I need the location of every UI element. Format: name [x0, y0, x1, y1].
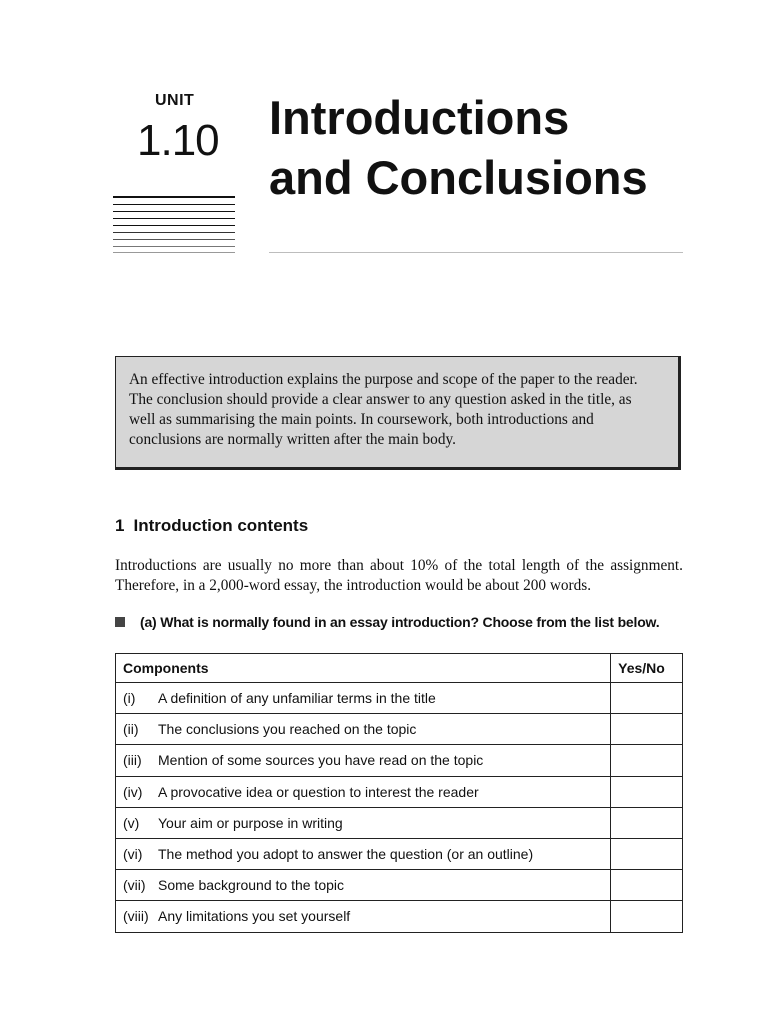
- roman-numeral: (viii): [123, 908, 149, 925]
- answer-cell[interactable]: [611, 683, 683, 714]
- roman-numeral: (vii): [123, 877, 146, 894]
- component-text: Any limitations you set yourself: [158, 908, 351, 925]
- answer-cell[interactable]: [611, 870, 683, 901]
- unit-number: 1.10: [137, 116, 219, 165]
- component-cell: [116, 807, 611, 838]
- decorative-stripe: [113, 246, 235, 247]
- decorative-stripe: [113, 211, 235, 212]
- yes-no-header: Yes/No: [611, 654, 683, 683]
- roman-numeral: (ii): [123, 721, 139, 738]
- answer-cell[interactable]: [611, 901, 683, 932]
- components-table: [115, 653, 683, 933]
- title-line-1: Introductions: [269, 91, 570, 144]
- section-title: Introduction contents: [133, 516, 309, 535]
- component-text: A provocative idea or question to interest the reader: [158, 783, 479, 800]
- decorative-stripe: [113, 196, 235, 198]
- decorative-stripe: [113, 218, 235, 219]
- summary-line: conclusions are normally written after the main body.: [129, 431, 456, 448]
- roman-numeral: (vi): [123, 846, 143, 863]
- answer-cell[interactable]: [611, 776, 683, 807]
- table-row: [116, 776, 683, 807]
- answer-cell[interactable]: [611, 838, 683, 869]
- answer-cell[interactable]: [611, 745, 683, 776]
- component-cell: [116, 838, 611, 869]
- component-text: A definition of any unfamiliar terms in the title: [158, 690, 436, 707]
- summary-line: well as summarising the main points. In coursework, both introductions and: [129, 411, 594, 428]
- component-text: The method you adopt to answer the question (or an outline): [158, 846, 534, 863]
- question-text: (a) What is normally found in an essay introduction? Choose from the list below.: [140, 614, 660, 630]
- component-text: Mention of some sources you have read on the topic: [158, 752, 484, 769]
- summary-line: The conclusion should provide a clear answer to any question asked in the title, as: [129, 391, 632, 408]
- component-text: The conclusions you reached on the topic: [158, 721, 417, 738]
- table-row: [116, 807, 683, 838]
- component-cell: [116, 776, 611, 807]
- unit-label: UNIT: [155, 92, 195, 109]
- table-row: [116, 838, 683, 869]
- decorative-stripe: [113, 204, 235, 205]
- decorative-stripe: [113, 239, 235, 240]
- answer-cell[interactable]: [611, 807, 683, 838]
- section-paragraph: Introductions are usually no more than about 10% of the total length of the assignment. Therefore, in a 2,000-word essay, the introduction would be about 200 words.: [115, 557, 683, 594]
- components-header: Components: [116, 654, 611, 683]
- summary-box: [115, 356, 681, 470]
- answer-cell[interactable]: [611, 714, 683, 745]
- decorative-stripe: [113, 232, 235, 233]
- table-row: [116, 745, 683, 776]
- decorative-stripe: [113, 225, 235, 226]
- component-cell: [116, 870, 611, 901]
- section-number: 1: [115, 516, 125, 535]
- component-cell: [116, 683, 611, 714]
- section-heading: [115, 516, 308, 536]
- table-row: [116, 714, 683, 745]
- component-text: Your aim or purpose in writing: [158, 814, 343, 831]
- roman-numeral: (v): [123, 814, 140, 831]
- unit-title: [269, 88, 648, 208]
- component-cell: [116, 901, 611, 932]
- roman-numeral: (iv): [123, 783, 143, 800]
- title-divider: [269, 252, 683, 253]
- bullet-square-icon: [115, 617, 125, 627]
- table-row: [116, 901, 683, 932]
- decorative-stripe: [113, 252, 235, 253]
- roman-numeral: (iii): [123, 752, 142, 769]
- table-header-row: [116, 654, 683, 683]
- exercise-question: [115, 614, 659, 630]
- table-row: [116, 870, 683, 901]
- component-cell: [116, 745, 611, 776]
- title-line-2: and Conclusions: [269, 151, 648, 204]
- component-cell: [116, 714, 611, 745]
- roman-numeral: (i): [123, 690, 136, 707]
- table-row: [116, 683, 683, 714]
- summary-line: An effective introduction explains the purpose and scope of the paper to the reader.: [129, 371, 638, 388]
- component-text: Some background to the topic: [158, 877, 345, 894]
